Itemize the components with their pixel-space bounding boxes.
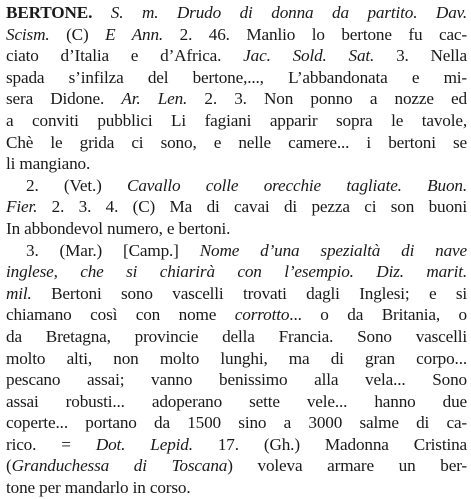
text-run: 2. 3. 4. (C) Ma di cavai di pezza ci son buoni [37,197,467,217]
entry-line [6,110,467,132]
italic-run: Ar. Len. [121,89,188,109]
entry-line [6,240,467,262]
entry-line [6,348,467,370]
entry-line [6,175,467,197]
text-run: (C) [49,24,106,44]
italic-run: Scism. [6,24,50,44]
text-run: 2. 3. Non ponno a nozze ed [187,89,467,109]
entry-line [6,369,467,391]
text-run: Bertoni sono vascelli trovati dagli Inglesi; e si [31,283,467,303]
text-run: chiamano così con nome [6,305,235,325]
text-run: 2. (Vet.) [26,175,128,195]
italic-run: Fier. [6,197,38,217]
text-run: 3. Nella [374,46,467,66]
italic-run: Nome d’una spezialtà di nave [199,240,467,260]
entry-line [6,434,467,456]
italic-run: S. m. Drudo di donna da partito. Dav. [92,3,467,22]
italic-run: mil. [6,283,32,303]
text-run: a conviti pubblici Li fagiani apparir sopra le tavole, [6,110,467,130]
entry-line [6,455,467,477]
entry-line [6,261,467,283]
italic-run: Dot. Lepid. [95,434,193,454]
text-run: ciato d’Italia e d’Africa. [6,46,244,66]
italic-run: Granduchessa di Toscana [11,456,228,476]
entry-line [6,2,467,24]
text-run: li mangiano. [6,154,91,174]
text-run: spada s’infilza del bertone,..., L’abbandonata e mi- [6,67,467,87]
text-run: ( [6,456,12,476]
text-run: 2. 46. Manlio lo bertone fu cac- [163,24,467,44]
entry-line [6,477,467,499]
text-run: molto alti, non molto lunghi, ma di gran corpo... [6,348,467,368]
headword: BERTONE. [6,3,93,22]
text-run: rico. = [6,434,96,454]
entry-line [6,24,467,46]
text-run: ) voleva armare un ber- [227,456,467,476]
entry-line [6,153,467,175]
text-run: assai robusti... adoperano sette vele... hanno due [6,391,467,411]
italic-run: corrotto [234,305,290,325]
text-run: 3. (Mar.) [Camp.] [26,240,200,260]
entry-line [6,391,467,413]
entry-line [6,283,467,305]
text-run: ... o da Britania, o [289,305,467,325]
italic-run: E Ann. [105,24,164,44]
entry-line [6,67,467,89]
text-run: In abbondevol numero, e bertoni. [6,218,231,238]
text-run: Chè le grida ci sono, e nelle camere... i bertoni se [6,132,467,152]
text-run: coperte... portano da 1500 sino a 3000 salme di ca- [6,413,467,433]
entry-line [6,412,467,434]
entry-line [6,326,467,348]
italic-run: Cavallo colle orecchie tagliate. Buon. [127,175,467,195]
entry-line [6,45,467,67]
entry-line [6,218,467,240]
text-run: sera Didone. [6,89,122,109]
dictionary-entry [6,2,467,499]
entry-line [6,88,467,110]
text-run: da Bretagna, provincie della Francia. Sono vascelli [6,326,467,346]
text-run: tone per mandarlo in corso. [6,478,191,498]
italic-run: Jac. Sold. Sat. [243,46,375,66]
italic-run: inglese, che si chiarirà con l’esempio. Diz. marit. [6,262,467,282]
entry-line [6,196,467,218]
text-run: pescano assai; vanno benissimo alla vela... Sono [6,370,467,390]
entry-line [6,132,467,154]
text-run: 17. (Gh.) Madonna Cristina [192,434,467,454]
entry-line [6,304,467,326]
